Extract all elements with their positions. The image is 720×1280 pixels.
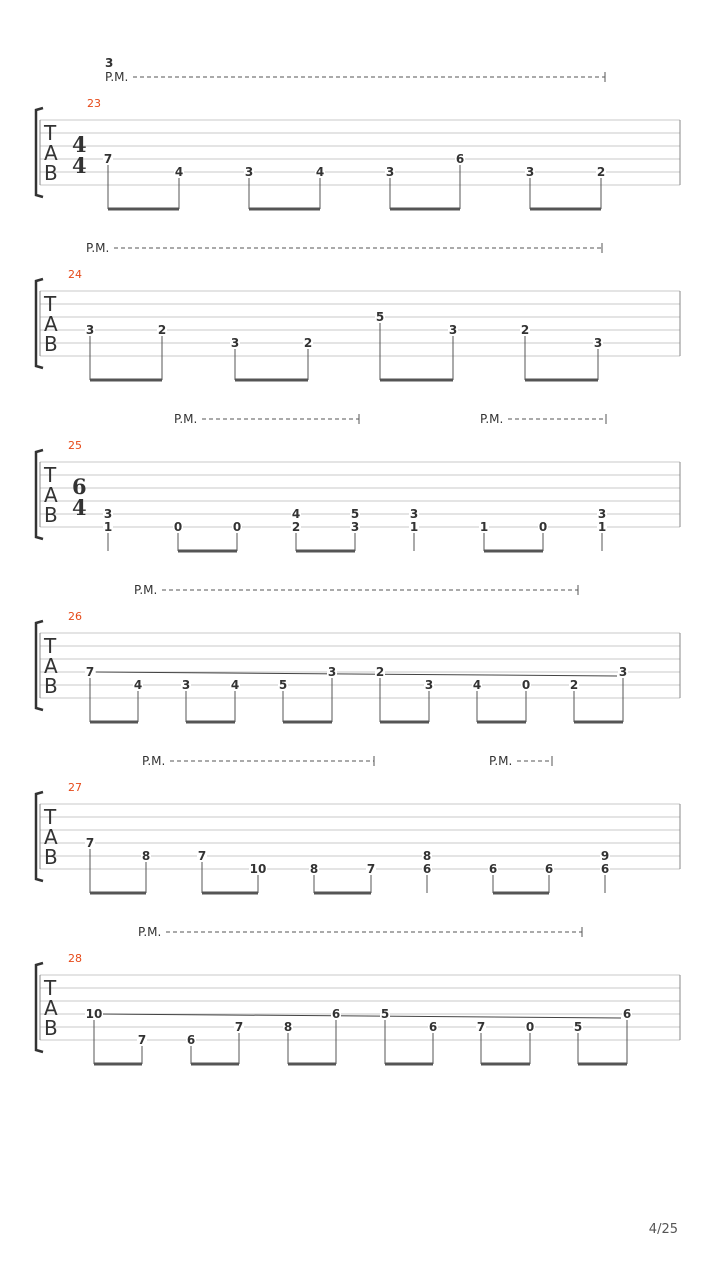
tab-clef-t: T: [44, 976, 57, 1000]
palm-mute-label: P.M.: [105, 70, 129, 84]
tab-clef-t: T: [44, 121, 57, 145]
fret-number: 7: [197, 849, 207, 863]
fret-number: 5: [573, 1020, 583, 1034]
measure-number: 24: [68, 268, 82, 281]
fret-number: 4: [230, 678, 240, 692]
tab-clef-a: A: [44, 825, 58, 849]
fret-number: 3: [230, 336, 240, 350]
fret-number: 6: [544, 862, 554, 876]
system-23: [36, 70, 680, 209]
slide-line: [100, 1014, 621, 1018]
fret-number: 5: [350, 507, 360, 521]
fret-number: 2: [569, 678, 579, 692]
tab-clef-t: T: [44, 463, 57, 487]
fret-number: 3: [181, 678, 191, 692]
fret-number: 6: [186, 1033, 196, 1047]
palm-mute-label: P.M.: [142, 754, 166, 768]
fret-number: 9: [600, 849, 610, 863]
fret-number: 6: [331, 1007, 341, 1021]
fret-number: 2: [520, 323, 530, 337]
fret-number: 4: [174, 165, 184, 179]
fret-number: 5: [278, 678, 288, 692]
time-signature-bottom: 4: [72, 495, 87, 520]
palm-mute-label: P.M.: [480, 412, 504, 426]
fret-number: 4: [472, 678, 482, 692]
fret-number: 10: [85, 1007, 103, 1021]
fret-number: 3: [244, 165, 254, 179]
fret-number: 6: [600, 862, 610, 876]
tab-clef-a: A: [44, 312, 58, 336]
fret-number: 1: [479, 520, 489, 534]
systems-layer: [36, 70, 680, 1064]
fret-number: 4: [291, 507, 301, 521]
fret-number: 3: [618, 665, 628, 679]
fret-number: 1: [409, 520, 419, 534]
tab-clef-a: A: [44, 654, 58, 678]
fret-number: 3: [448, 323, 458, 337]
fret-number: 3: [525, 165, 535, 179]
system-24: [36, 241, 680, 380]
fret-number: 4: [315, 165, 325, 179]
tab-clef-a: A: [44, 483, 58, 507]
fret-number: 3: [385, 165, 395, 179]
top-marker: 3: [105, 56, 114, 70]
measure-number: 26: [68, 610, 82, 623]
tab-clef-b: B: [44, 161, 58, 185]
fret-number: 0: [521, 678, 531, 692]
fret-number: 4: [133, 678, 143, 692]
fret-number: 7: [366, 862, 376, 876]
fret-number: 3: [327, 665, 337, 679]
fret-number: 8: [309, 862, 319, 876]
fret-number: 7: [85, 665, 95, 679]
measure-number: 23: [87, 97, 101, 110]
system-27: [36, 754, 680, 893]
fret-number: 2: [303, 336, 313, 350]
fret-number: 3: [409, 507, 419, 521]
fret-number: 2: [596, 165, 606, 179]
tab-clef-a: A: [44, 996, 58, 1020]
fret-number: 2: [157, 323, 167, 337]
palm-mute-label: P.M.: [138, 925, 162, 939]
measure-number: 28: [68, 952, 82, 965]
fret-number: 3: [103, 507, 113, 521]
fret-number: 5: [375, 310, 385, 324]
tab-clef-b: B: [44, 332, 58, 356]
palm-mute-label: P.M.: [489, 754, 513, 768]
palm-mute-label: P.M.: [174, 412, 198, 426]
fret-number: 6: [488, 862, 498, 876]
fret-number: 6: [622, 1007, 632, 1021]
fret-number: 3: [350, 520, 360, 534]
time-signature-top: 6: [72, 474, 87, 499]
fret-number: 1: [597, 520, 607, 534]
fret-number: 0: [538, 520, 548, 534]
fret-number: 7: [476, 1020, 486, 1034]
page-number: 4/25: [648, 1222, 678, 1237]
fret-number: 5: [380, 1007, 390, 1021]
tab-clef-b: B: [44, 1016, 58, 1040]
slide-line: [96, 672, 617, 676]
tab-clef-b: B: [44, 503, 58, 527]
fret-number: 3: [593, 336, 603, 350]
measure-number: 25: [68, 439, 82, 452]
time-signature-bottom: 4: [72, 153, 87, 178]
tab-clef-t: T: [44, 634, 57, 658]
fret-number: 7: [137, 1033, 147, 1047]
fret-number: 3: [85, 323, 95, 337]
measure-number: 27: [68, 781, 82, 794]
fret-number: 7: [103, 152, 113, 166]
system-28: [36, 925, 680, 1064]
system-25: [36, 412, 680, 551]
fret-number: 3: [424, 678, 434, 692]
fret-number: 0: [173, 520, 183, 534]
fret-number: 8: [141, 849, 151, 863]
fret-number: 8: [422, 849, 432, 863]
fret-number: 7: [85, 836, 95, 850]
fret-number: 6: [422, 862, 432, 876]
fret-number: 0: [232, 520, 242, 534]
fret-number: 2: [375, 665, 385, 679]
fret-number: 3: [597, 507, 607, 521]
tab-clef-a: A: [44, 141, 58, 165]
tab-clef-b: B: [44, 845, 58, 869]
fret-number: 7: [234, 1020, 244, 1034]
tab-clef-b: B: [44, 674, 58, 698]
fret-number: 0: [525, 1020, 535, 1034]
time-signature-top: 4: [72, 132, 87, 157]
fret-number: 10: [249, 862, 267, 876]
palm-mute-label: P.M.: [134, 583, 158, 597]
fret-number: 2: [291, 520, 301, 534]
fret-number: 1: [103, 520, 113, 534]
fret-number: 6: [428, 1020, 438, 1034]
system-26: [36, 583, 680, 722]
fret-number: 6: [455, 152, 465, 166]
palm-mute-label: P.M.: [86, 241, 110, 255]
tab-clef-t: T: [44, 292, 57, 316]
fret-number: 8: [283, 1020, 293, 1034]
tab-clef-t: T: [44, 805, 57, 829]
